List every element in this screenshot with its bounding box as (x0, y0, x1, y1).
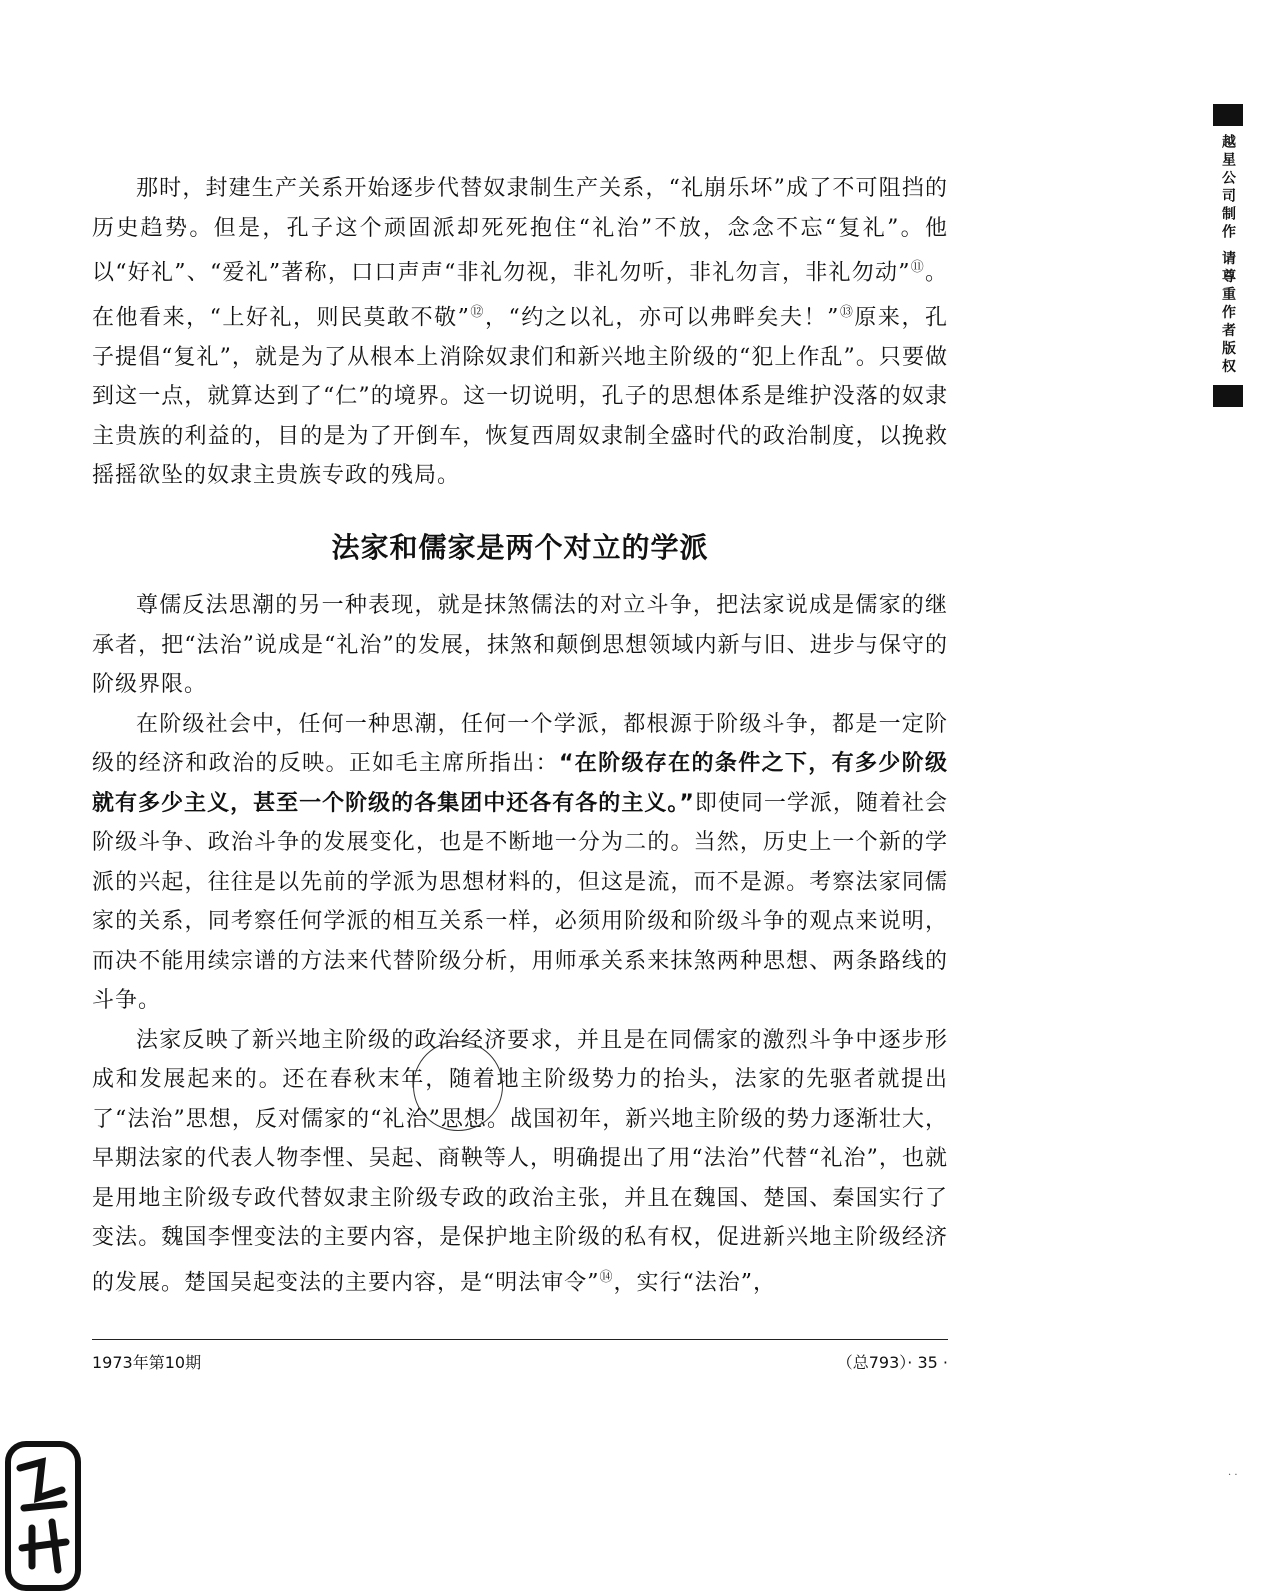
footnote-marker: ⑬ (839, 304, 855, 320)
paragraph-1: 尊儒反法思潮的另一种表现，就是抹煞儒法的对立斗争，把法家说成是儒家的继承者，把“法治”说成是“礼治”的发展，抹煞和颠倒思想领域内新与旧、进步与保守的阶级界限。 (92, 593, 948, 697)
text-run: ，实行“法治”， (613, 1269, 777, 1295)
scan-speck: · · (1228, 1470, 1238, 1481)
seal-stamp-icon (2, 1438, 84, 1594)
paragraph-kongzi (92, 169, 948, 496)
footnote-marker: ⑫ (469, 304, 485, 320)
text-run: 即使同一学派，随着社会阶级斗争、政治斗争的发展变化，也是不断地一分为二的。当然，历史上一个新的学派的兴起，往往是以先前的学派为思想材料的，但这是流，而不是源。考察法家同儒家的关系，同考察任何学派的相互关系一样，必须用阶级和阶级斗争的观点来说明，而决不能用续宗谱的方法来代替阶级分析，用师承关系来抹煞两种思想、两条路线的斗争。 (92, 790, 948, 1013)
page-number: （总793）· 35 · (836, 1353, 948, 1372)
hand-drawn-circle (413, 1041, 503, 1131)
paragraph-3 (92, 1021, 948, 1303)
text-run: 原来，孔子提倡“复礼”，就是为了从根本上消除奴隶们和新兴地主阶级的“犯上作乱”。只要做到这一点，就算达到了“仁”的境界。这一切说明，孔子的思想体系是维护没落的奴隶主贵族的利益的，目的是为了开倒车，恢复西周奴隶制全盛时代的政治制度，以挽救摇摇欲坠的奴隶主贵族专政的残局。 (92, 305, 948, 489)
copyright-notice: 越星公司制作 请尊重作者版权 (1220, 134, 1236, 377)
section-title: 法家和儒家是两个对立的学派 (331, 531, 709, 564)
text-run: ，“约之以礼，亦可以弗畔矣夫！” (484, 305, 840, 331)
text-run: 。在他看来，“上好礼，则民莫敢不敬” (92, 260, 948, 331)
paragraph-2 (92, 705, 948, 1021)
banner-bottom-bar (1213, 385, 1243, 407)
banner-top-bar (1213, 104, 1243, 126)
footnote-marker: ⑭ (599, 1269, 614, 1285)
copyright-side-banner (1213, 104, 1251, 434)
text-run: 那时，封建生产关系开始逐步代替奴隶制生产关系，“礼崩乐坏”成了不可阻挡的历史趋势。但是，孔子这个顽固派却死死抱住“礼治”不放，念念不忘“复礼”。他以“好礼”、“爱礼”著称，口口声声“非礼勿视，非礼勿听，非礼勿言，非礼勿动” (92, 176, 948, 286)
text-run: 在阶级社会中，任何一种思潮，任何一个学派，都根源于阶级斗争，都是一定阶级的经济和政治的反映。正如毛主席所指出： (92, 711, 948, 776)
footnote-marker: ⑪ (910, 260, 925, 275)
footer-rule (92, 1339, 948, 1340)
issue-label: 1973年第10期 (92, 1353, 202, 1372)
top-paragraph-block (92, 169, 948, 496)
mao-quote: “在阶级存在的条件之下，有多少阶级就有多少主义，甚至一个阶级的各集团中还各有各的主义。” (92, 751, 948, 816)
text-run: 法家反映了新兴地主阶级的政治经济要求，并且是在同儒家的激烈斗争中逐步形成和发展起来的。还在春秋末年，随着地主阶级势力的抬头，法家的先驱者就提出了“法治”思想，反对儒家的“礼治”思想。战国初年，新兴地主阶级的势力逐渐壮大，早期法家的代表人物李悝、吴起、商鞅等人，明确提出了用“法治”代替“礼治”，也就是用地主阶级专政代替奴隶主阶级专政的政治主张，并且在魏国、楚国、秦国实行了变法。魏国李悝变法的主要内容，是保护地主阶级的私有权，促进新兴地主阶级经济的发展。楚国吴起变法的主要内容，是“明法审令” (92, 1027, 948, 1295)
bottom-paragraph-block (92, 586, 948, 1302)
